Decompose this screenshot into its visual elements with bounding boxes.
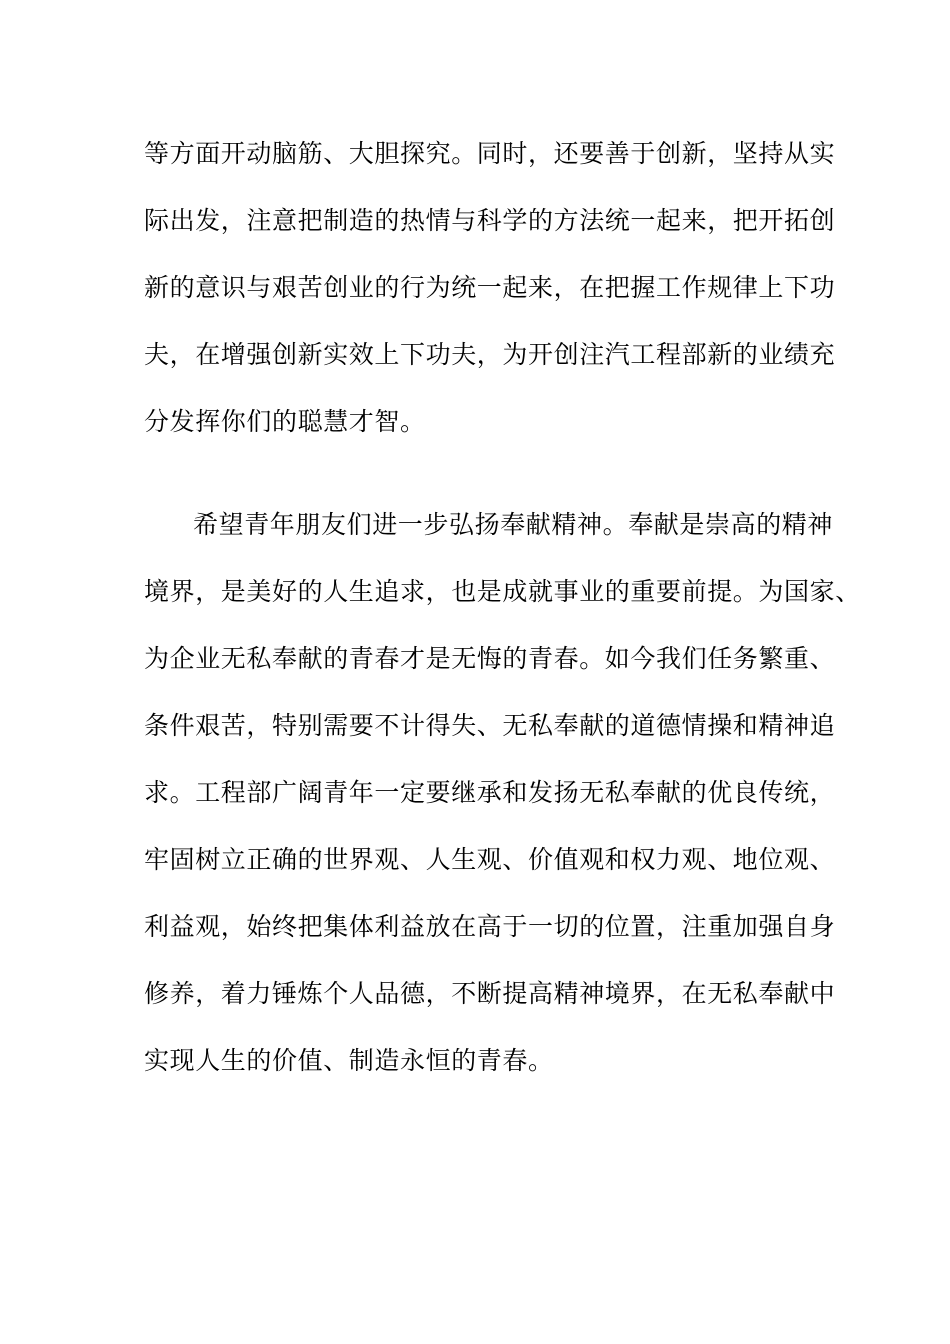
paragraph-line: 牢固树立正确的世界观、人生观、价值观和权力观、地位观、 [144,845,836,874]
paragraph-line: 修养，着力锤炼个人品德，不断提高精神境界，在无私奉献中 [144,979,836,1008]
paragraph-line: 等方面开动脑筋、大胆探究。同时，还要善于创新，坚持从实 [144,139,836,168]
paragraph-line: 利益观，始终把集体利益放在高于一切的位置，注重加强自身 [144,912,836,941]
paragraph-line: 境界，是美好的人生追求，也是成就事业的重要前提。为国家、 [144,577,861,606]
paragraph-line: 求。工程部广阔青年一定要继承和发扬无私奉献的优良传统， [144,778,836,807]
paragraph-line: 分发挥你们的聪慧才智。 [144,407,426,436]
paragraph-2 [144,510,861,1113]
paragraph-line: 条件艰苦，特别需要不计得失、无私奉献的道德情操和精神追 [144,711,836,740]
paragraph-line: 希望青年朋友们进一步弘扬奉献精神。奉献是崇高的精神 [193,510,834,539]
paragraph-line: 际出发，注意把制造的热情与科学的方法统一起来，把开拓创 [144,206,836,235]
paragraph-1 [144,139,836,474]
paragraph-line: 实现人生的价值、制造永恒的青春。 [144,1046,554,1075]
paragraph-line: 为企业无私奉献的青春才是无悔的青春。如今我们任务繁重、 [144,644,836,673]
paragraph-line: 夫，在增强创新实效上下功夫，为开创注汽工程部新的业绩充 [144,340,836,369]
paragraph-line: 新的意识与艰苦创业的行为统一起来，在把握工作规律上下功 [144,273,836,302]
